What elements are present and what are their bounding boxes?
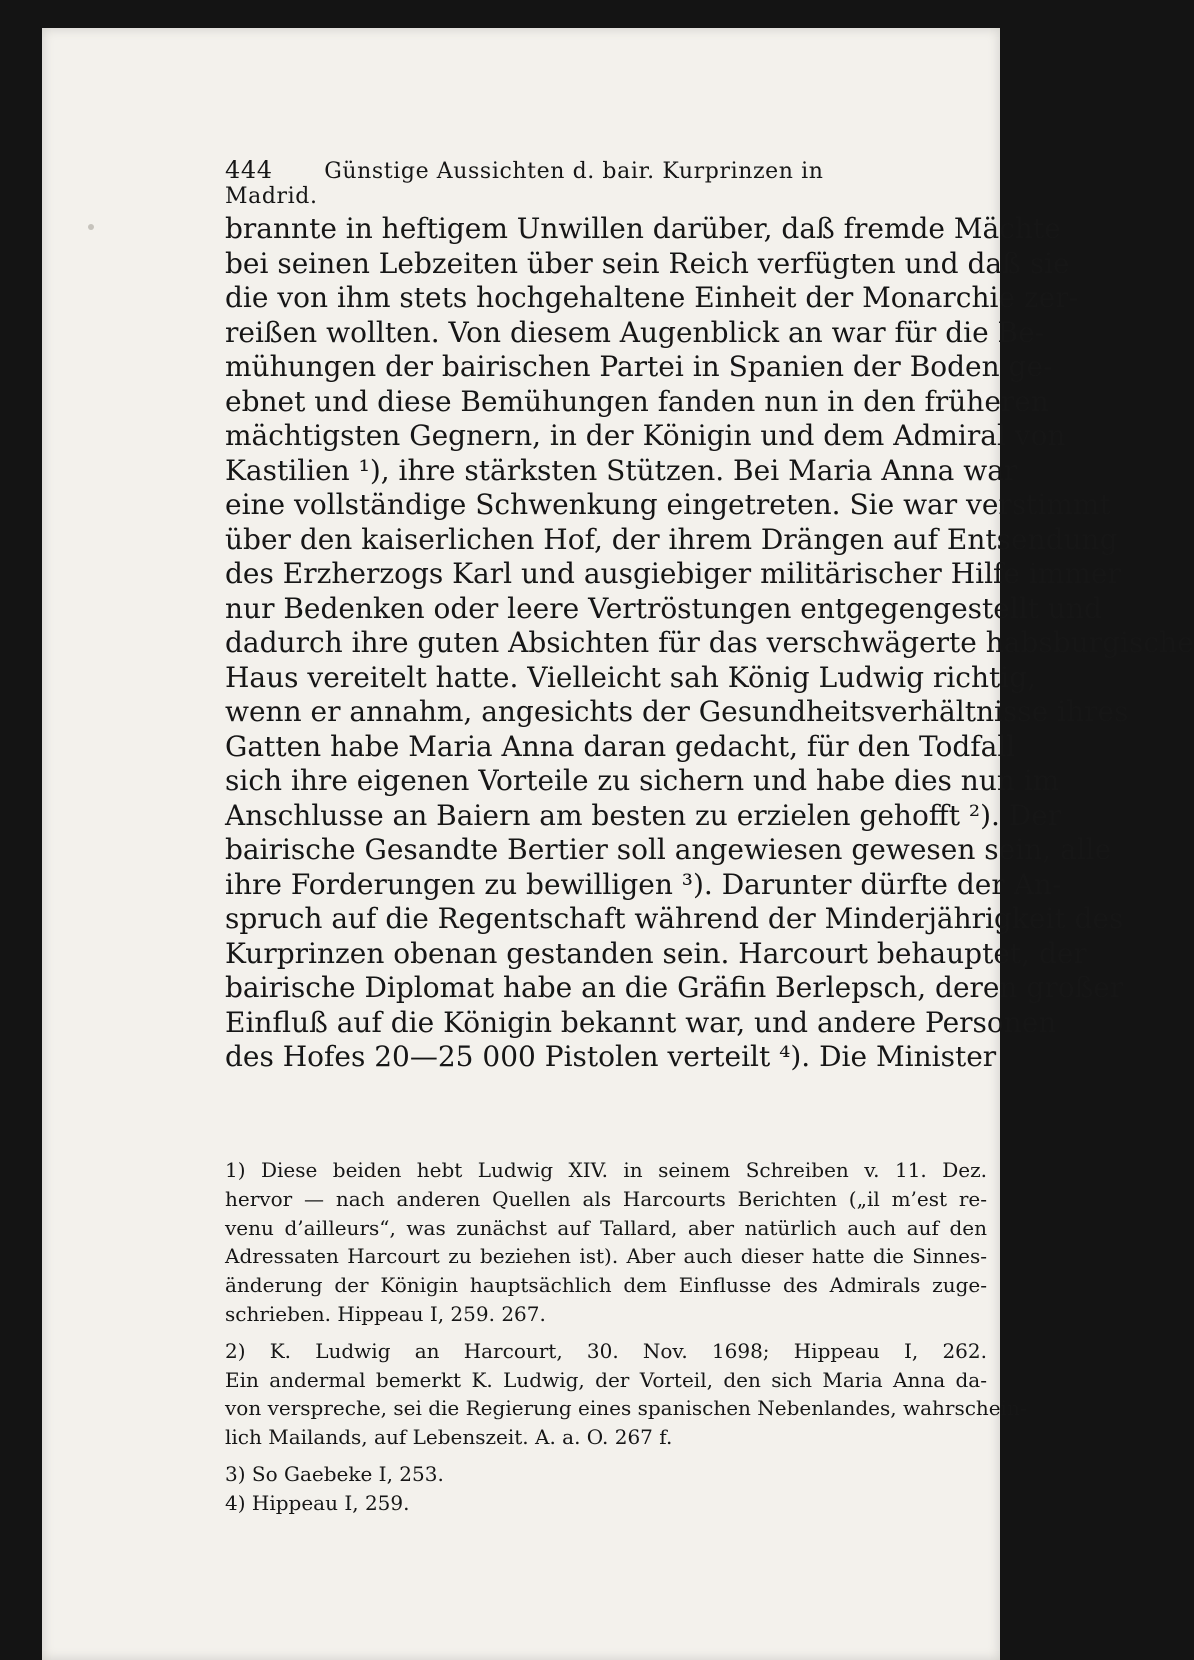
text-line: mühungen der bairischen Partei in Spanien der Boden ge- xyxy=(225,350,1053,383)
footnote-4 xyxy=(225,1489,987,1518)
text-line: Einfluß auf die Königin bekannt war, und andere Personen xyxy=(225,1005,1057,1039)
page-header xyxy=(225,156,905,209)
text-line: des Erzherzogs Karl und ausgiebiger militärischer Hilfe immer xyxy=(225,557,1121,590)
text-line: dadurch ihre guten Absichten für das verschwägerte habsburgische xyxy=(225,626,1194,659)
footnote-1 xyxy=(225,1156,987,1329)
paper-speck xyxy=(88,224,94,230)
text-line: des Hofes 20—25 000 Pistolen verteilt ⁴). Die Minister xyxy=(225,1040,997,1073)
book-page xyxy=(42,28,1194,1660)
footnote-3 xyxy=(225,1460,987,1489)
footnote-2 xyxy=(225,1337,1027,1452)
text-line: brannte in heftigem Unwillen darüber, daß fremde Mächte xyxy=(225,212,1061,245)
text-line: Gatten habe Maria Anna daran gedacht, für den Todfall xyxy=(225,729,1016,763)
footnote-line: Adressaten Harcourt zu beziehen ist). Aber auch dieser hatte die Sinnes- xyxy=(225,1244,987,1269)
text-line: bei seinen Lebzeiten über sein Reich verfügten und daß sie xyxy=(225,246,1070,280)
main-text xyxy=(225,212,1194,1075)
running-title: Günstige Aussichten d. bair. Kurprinzen in Madrid. xyxy=(225,159,824,209)
footnote-line: von verspreche, sei die Regierung eines spanischen Nebenlandes, wahrschein- xyxy=(225,1396,1027,1421)
text-line: spruch auf die Regentschaft während der Minderjährigkeit des xyxy=(225,902,1124,935)
footnote-line: 2) K. Ludwig an Harcourt, 30. Nov. 1698; Hippeau I, 262. xyxy=(225,1338,987,1363)
footnote-line: hervor — nach anderen Quellen als Harcourts Berichten („il m’est re- xyxy=(225,1186,987,1211)
footnote-spacer xyxy=(225,1329,987,1337)
text-line: bairische Diplomat habe an die Gräfin Berlepsch, deren großer xyxy=(225,971,1124,1004)
text-line: bairische Gesandte Bertier soll angewiesen gewesen sein, alle xyxy=(225,833,1112,866)
footnote-line: lich Mailands, auf Lebenszeit. A. a. O. 267 f. xyxy=(225,1425,673,1450)
text-line: mächtigsten Gegnern, in der Königin und dem Admiral von xyxy=(225,419,1066,452)
text-line: Anschlusse an Baiern am besten zu erzielen gehofft ²). Der xyxy=(225,798,1062,832)
footnote-spacer xyxy=(225,1452,987,1460)
page-number: 444 xyxy=(225,156,273,184)
text-line: die von ihm stets hochgehaltene Einheit der Monarchie zer- xyxy=(225,281,1079,314)
footnote-line: 1) Diese beiden hebt Ludwig XIV. in seinem Schreiben v. 11. Dez. xyxy=(225,1158,987,1182)
footnote-line: änderung der Königin hauptsächlich dem Einflusse des Admirals zuge- xyxy=(225,1273,987,1298)
text-line: wenn er annahm, angesichts der Gesundheitsverhältnisse ihres xyxy=(225,695,1129,728)
text-line: ebnet und diese Bemühungen fanden nun in den früheren xyxy=(225,384,1049,418)
footnote-line: Ein andermal bemerkt K. Ludwig, der Vorteil, den sich Maria Anna da- xyxy=(225,1367,987,1392)
footnote-line: schrieben. Hippeau I, 259. 267. xyxy=(225,1301,546,1326)
footnotes xyxy=(225,1156,1027,1518)
text-line: über den kaiserlichen Hof, der ihrem Drängen auf Entsendung xyxy=(225,522,1118,556)
text-line: reißen wollten. Von diesem Augenblick an war für die Be- xyxy=(225,315,1045,349)
text-line: Kastilien ¹), ihre stärksten Stützen. Bei Maria Anna war xyxy=(225,453,1018,487)
footnote-line: 3) So Gaebeke I, 253. xyxy=(225,1461,444,1486)
text-line: eine vollständige Schwenkung eingetreten. Sie war verstimmt xyxy=(225,488,1111,521)
text-line: Kurprinzen obenan gestanden sein. Harcourt behauptet, der xyxy=(225,936,1087,970)
footnote-line: 4) Hippeau I, 259. xyxy=(225,1490,410,1515)
text-line: nur Bedenken oder leere Vertröstungen entgegengestellt und xyxy=(225,591,1102,625)
text-line: sich ihre eigenen Vorteile zu sichern und habe dies nun im xyxy=(225,764,1060,797)
text-line: ihre Forderungen zu bewilligen ³). Darunter dürfte der An- xyxy=(225,867,1062,901)
text-line: Haus vereitelt hatte. Vielleicht sah König Ludwig richtig, xyxy=(225,660,1037,694)
footnote-line: venu d’ailleurs“, was zunächst auf Tallard, aber natürlich auch auf den xyxy=(225,1215,987,1240)
